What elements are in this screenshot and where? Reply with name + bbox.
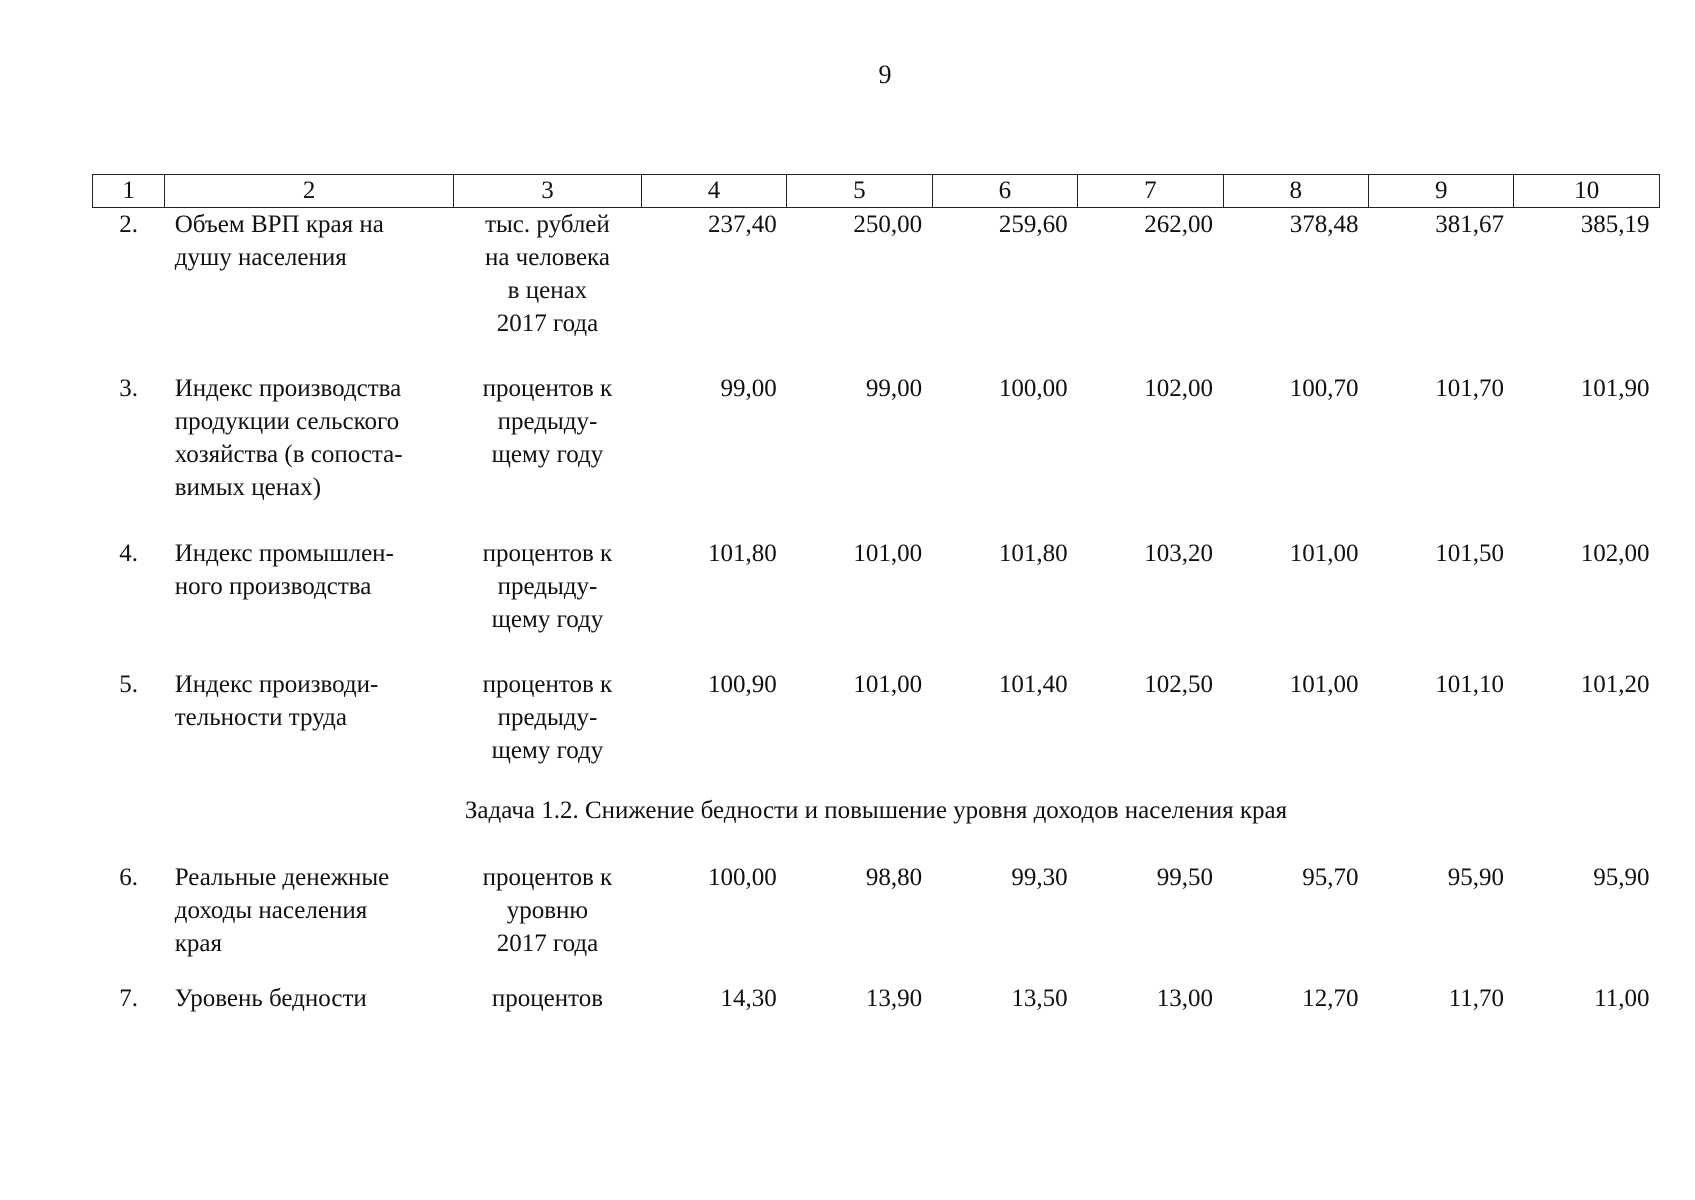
unit-cell xyxy=(454,537,642,668)
header-cell-10: 10 xyxy=(1514,175,1660,208)
name-line: Индекс производства xyxy=(174,374,402,402)
value-cell: 101,40 xyxy=(998,670,1068,698)
value-cell: 101,00 xyxy=(853,539,923,567)
header-cell-6: 6 xyxy=(932,175,1077,208)
indicator-name xyxy=(165,537,454,668)
name-line: тельности труда xyxy=(174,703,347,731)
unit-line: в ценах xyxy=(507,277,588,304)
unit-cell xyxy=(454,208,642,372)
header-cell-8: 8 xyxy=(1223,175,1368,208)
value-cell: 101,00 xyxy=(1289,670,1359,698)
table-row xyxy=(93,537,1660,668)
indicator-name xyxy=(165,982,454,1022)
unit-line: предыду- xyxy=(497,703,598,731)
value-cell: 12,70 xyxy=(1302,984,1359,1012)
value-cell: 100,00 xyxy=(707,863,777,891)
name-line: продукции сельского xyxy=(174,407,400,435)
unit-line: предыду- xyxy=(497,572,598,600)
row-number: 5. xyxy=(119,670,138,698)
unit-line: 2017 года xyxy=(496,929,599,957)
name-line: вимых ценах) xyxy=(174,473,322,501)
indicators-table xyxy=(92,174,1660,1022)
header-cell-4: 4 xyxy=(641,175,786,208)
value-cell: 102,00 xyxy=(1144,374,1214,402)
value-cell: 102,50 xyxy=(1144,670,1214,698)
row-number: 2. xyxy=(119,211,138,238)
value-cell: 262,00 xyxy=(1144,211,1214,238)
unit-cell xyxy=(454,668,642,788)
row-number: 4. xyxy=(119,539,138,567)
row-number: 3. xyxy=(119,374,138,402)
value-cell: 14,30 xyxy=(720,984,777,1012)
name-line: душу населения xyxy=(174,244,347,271)
value-cell: 100,00 xyxy=(998,374,1068,402)
name-line: ного производства xyxy=(174,572,372,600)
unit-line: щему году xyxy=(491,736,604,764)
value-cell: 99,00 xyxy=(720,374,777,402)
table-row xyxy=(93,861,1660,982)
indicator-name xyxy=(165,208,454,372)
header-cell-5: 5 xyxy=(787,175,932,208)
value-cell: 98,80 xyxy=(865,863,923,891)
value-cell: 259,60 xyxy=(998,211,1068,238)
value-cell: 100,70 xyxy=(1289,374,1359,402)
name-line: доходы населения xyxy=(174,896,368,924)
header-cell-2: 2 xyxy=(165,175,454,208)
value-cell: 99,00 xyxy=(865,374,923,402)
indicator-name xyxy=(165,861,454,982)
row-number: 6. xyxy=(119,863,138,891)
value-cell: 11,70 xyxy=(1448,984,1504,1012)
page-number: 9 xyxy=(878,60,892,89)
unit-line: 2017 года xyxy=(496,310,599,337)
indicator-name xyxy=(165,668,454,788)
unit-cell xyxy=(454,982,642,1022)
unit-line: процентов к xyxy=(482,539,613,567)
name-line: хозяйства (в сопоста- xyxy=(174,440,403,468)
value-cell: 95,90 xyxy=(1593,863,1650,891)
name-line: Объем ВРП края на xyxy=(174,211,384,238)
name-line: края xyxy=(174,929,222,957)
table-row xyxy=(93,668,1660,788)
header-cell-7: 7 xyxy=(1078,175,1223,208)
value-cell: 101,80 xyxy=(707,539,777,567)
value-cell: 101,10 xyxy=(1435,670,1504,698)
unit-line: процентов xyxy=(491,984,603,1012)
value-cell: 101,20 xyxy=(1580,670,1650,698)
value-cell: 11,00 xyxy=(1594,984,1650,1012)
row-number: 7. xyxy=(119,984,138,1012)
table-row xyxy=(93,208,1660,372)
value-cell: 385,19 xyxy=(1580,211,1650,238)
section-heading-row xyxy=(93,788,1660,861)
value-cell: 100,90 xyxy=(707,670,777,698)
indicator-name xyxy=(165,372,454,537)
header-cell-3: 3 xyxy=(454,175,642,208)
unit-line: щему году xyxy=(491,440,604,468)
value-cell: 103,20 xyxy=(1144,539,1214,567)
table-row xyxy=(93,372,1660,537)
unit-line: на человека xyxy=(484,244,610,271)
value-cell: 102,00 xyxy=(1580,539,1650,567)
unit-cell xyxy=(454,861,642,982)
value-cell: 101,90 xyxy=(1580,374,1650,402)
value-cell: 101,80 xyxy=(998,539,1068,567)
name-line: Уровень бедности xyxy=(174,984,367,1012)
name-line: Индекс промышлен- xyxy=(174,539,394,567)
value-cell: 101,50 xyxy=(1435,539,1504,567)
name-line: Индекс производи- xyxy=(174,670,379,698)
unit-line: процентов к xyxy=(482,863,613,891)
value-cell: 99,50 xyxy=(1156,863,1214,891)
value-cell: 250,00 xyxy=(853,211,923,238)
column-number-header xyxy=(93,175,1660,208)
unit-line: щему году xyxy=(491,605,604,633)
value-cell: 99,30 xyxy=(1011,863,1068,891)
name-line: Реальные денежные xyxy=(174,863,390,891)
value-cell: 13,90 xyxy=(865,984,923,1012)
section-title: Задача 1.2. Снижение бедности и повышение уровня доходов населения края xyxy=(464,796,1288,824)
value-cell: 13,50 xyxy=(1011,984,1068,1012)
value-cell: 237,40 xyxy=(707,211,777,238)
value-cell: 101,00 xyxy=(1289,539,1359,567)
value-cell: 95,90 xyxy=(1447,863,1504,891)
unit-line: процентов к xyxy=(482,670,613,698)
table-row xyxy=(93,982,1660,1022)
unit-line: процентов к xyxy=(482,374,613,402)
unit-line: уровню xyxy=(506,896,589,924)
value-cell: 101,00 xyxy=(853,670,923,698)
value-cell: 381,67 xyxy=(1435,211,1504,238)
value-cell: 95,70 xyxy=(1302,863,1359,891)
header-cell-9: 9 xyxy=(1369,175,1514,208)
unit-line: предыду- xyxy=(497,407,598,435)
value-cell: 101,70 xyxy=(1435,374,1504,402)
unit-line: тыс. рублей xyxy=(485,211,610,238)
value-cell: 378,48 xyxy=(1289,211,1359,238)
unit-cell xyxy=(454,372,642,537)
value-cell: 13,00 xyxy=(1156,984,1214,1012)
header-cell-1: 1 xyxy=(93,175,165,208)
